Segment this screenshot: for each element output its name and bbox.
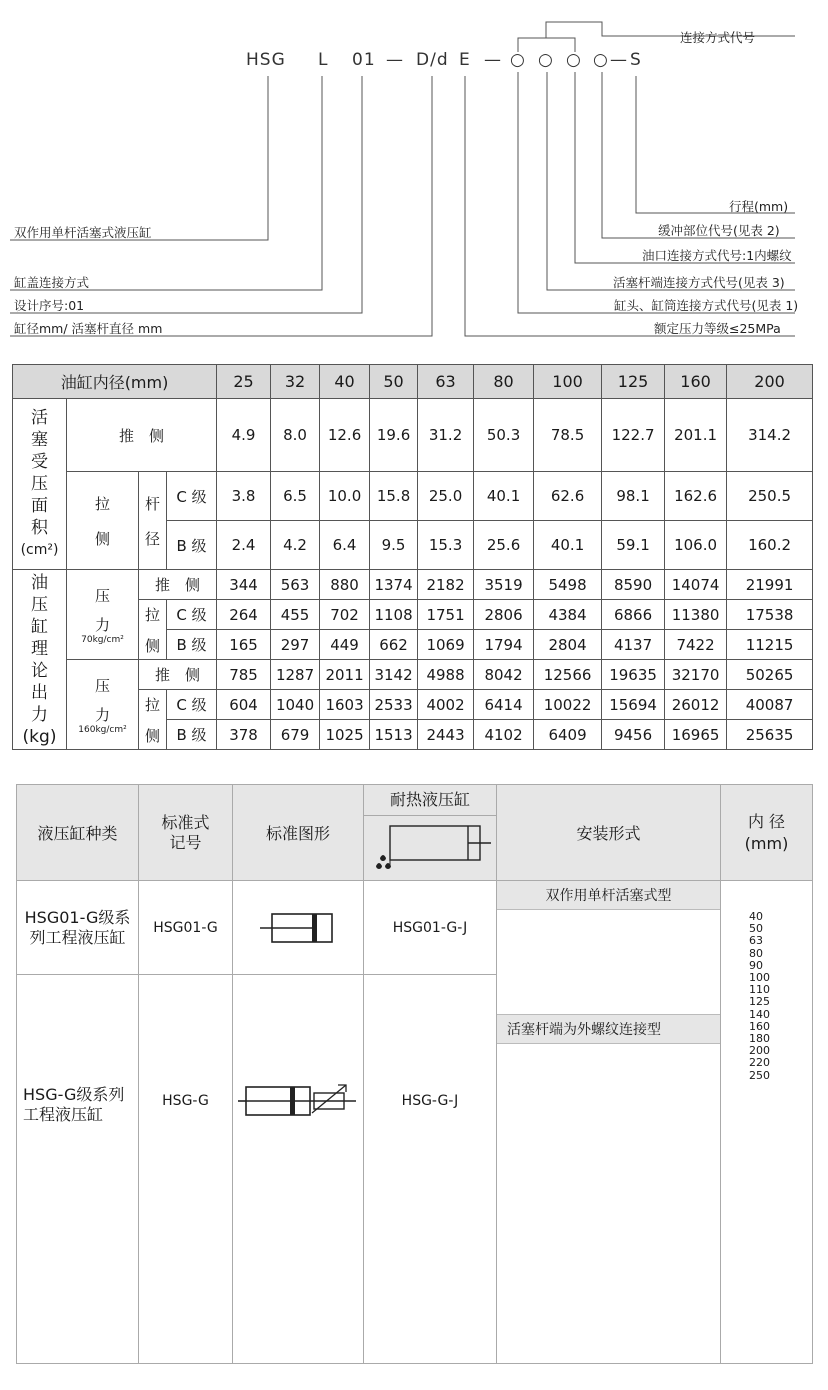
value-cell: 4137 [602,630,665,660]
value-cell: 2443 [418,720,474,750]
value-cell: 563 [271,570,320,600]
f160-push-row [13,660,813,690]
mount-image-area [497,910,720,1014]
value-cell: 19.6 [370,399,418,472]
value-cell: 50265 [727,660,813,690]
pull-label-char: 侧 [94,529,110,548]
label-port: 油口连接方式代号:1内螺纹 [642,248,792,263]
model-code-diagram [0,0,828,350]
bore-value: 220 [749,1056,770,1070]
force-label-char: 力 [31,704,48,725]
value-cell: 162.6 [665,472,727,521]
code-e: E [459,50,471,70]
value-cell: 1069 [418,630,474,660]
value-cell: 455 [271,600,320,630]
value-cell: 3519 [474,570,534,600]
cylinder-symbol-icon [258,908,338,948]
bore-value: 140 [749,1007,770,1021]
bore-value: 80 [749,946,763,960]
value-cell: 4102 [474,720,534,750]
push-label: 推 侧 [139,570,217,600]
c-grade-label: C 级 [167,600,217,630]
value-cell: 6409 [534,720,602,750]
mount-type-a: 双作用单杆活塞式型 [497,881,720,910]
value-cell: 250.5 [727,472,813,521]
value-cell: 6.5 [271,472,320,521]
value-cell: 78.5 [534,399,602,472]
code-circle-1: ○ [510,50,526,70]
value-cell: 880 [320,570,370,600]
kind-cell: HSG-G级系列工程液压缸 [17,975,139,1364]
code-hsg: HSG [246,50,286,70]
value-cell: 1108 [370,600,418,630]
force-label-char: 缸 [31,616,48,637]
label-cover-connection: 缸盖连接方式 [14,275,90,290]
mount-cell [497,881,721,1364]
value-cell: 21991 [727,570,813,600]
bore-value: 200 [749,1044,770,1058]
value-cell: 31.2 [418,399,474,472]
value-cell: 98.1 [602,472,665,521]
value-cell: 2804 [534,630,602,660]
code-cell: HSG01-G [139,881,233,975]
rod-label-char: 杆 [144,494,160,513]
value-cell: 4.2 [271,521,320,570]
value-cell: 122.7 [602,399,665,472]
bore-value: 125 [749,995,770,1009]
value-cell: 17538 [727,600,813,630]
value-cell: 8.0 [271,399,320,472]
pressure-char: 力 [94,705,110,724]
value-cell: 50.3 [474,399,534,472]
bore-value: 50 [749,922,763,936]
value-cell: 2011 [320,660,370,690]
symbol-cell [233,975,364,1364]
pressure-char: 力 [94,615,110,634]
code-circle-4: ○ [593,50,609,70]
bore-col: 40 [320,365,370,399]
value-cell: 15.3 [418,521,474,570]
force-label-char: 油 [31,572,48,593]
pressure-160-label [67,660,139,750]
value-cell: 4.9 [217,399,271,472]
bore-col: 25 [217,365,271,399]
value-cell: 1513 [370,720,418,750]
bore-list [721,911,812,1082]
value-cell: 1751 [418,600,474,630]
pull-label-char: 侧 [144,636,160,655]
code-dash-1: — [386,50,404,70]
area-label-char: 塞 [31,430,48,450]
bore-col: 80 [474,365,534,399]
symbol-cell [233,881,364,975]
value-cell: 9456 [602,720,665,750]
value-cell: 12566 [534,660,602,690]
value-cell: 4002 [418,690,474,720]
kind-cell: HSG01-G级系列工程液压缸 [17,881,139,975]
cylinder-cushion-symbol-icon [238,1079,358,1123]
b-grade-label: B 级 [167,630,217,660]
spec-table [12,364,813,750]
value-cell: 6.4 [320,521,370,570]
bore-value: 90 [749,958,763,972]
value-cell: 2533 [370,690,418,720]
push-label: 推 侧 [139,660,217,690]
pressure-160-value: 160kg/cm² [78,724,127,735]
force-label-char: 压 [31,594,48,615]
c-grade-label: C 级 [167,690,217,720]
pull-label [139,690,167,750]
value-cell: 6414 [474,690,534,720]
area-label-char: 受 [31,452,48,472]
value-cell: 2182 [418,570,474,600]
value-cell: 25.0 [418,472,474,521]
spec-header-row [13,365,813,399]
value-cell: 344 [217,570,271,600]
label-bore-rod: 缸径mm/ 活塞杆直径 mm [14,321,163,336]
pressure-char: 压 [94,586,110,605]
value-cell: 264 [217,600,271,630]
value-cell: 5498 [534,570,602,600]
bore-header: 内 径 (mm) [721,785,813,881]
label-design-no: 设计序号:01 [14,298,85,313]
area-label-char: 面 [31,496,48,516]
value-cell: 1025 [320,720,370,750]
push-label: 推 侧 [67,399,217,472]
value-cell: 106.0 [665,521,727,570]
value-cell: 11215 [727,630,813,660]
heat-code-cell: HSG-G-J [364,975,497,1364]
heat-code-cell: HSG01-G-J [364,881,497,975]
value-cell: 40.1 [474,472,534,521]
value-cell: 10022 [534,690,602,720]
f70-push-row [13,570,813,600]
value-cell: 378 [217,720,271,750]
value-cell: 3142 [370,660,418,690]
pull-label [67,472,139,570]
mount-header: 安装形式 [497,785,721,881]
type-row-hsg01 [17,881,813,975]
value-cell: 15694 [602,690,665,720]
force-label-char: 论 [31,660,48,681]
bore-col: 50 [370,365,418,399]
heat-cylinder-icon [364,816,497,876]
rod-label [139,472,167,570]
value-cell: 2806 [474,600,534,630]
std-code-header: 标准式 记号 [139,785,233,881]
force-label-char: 出 [31,682,48,703]
value-cell: 25635 [727,720,813,750]
value-cell: 1794 [474,630,534,660]
bore-value: 180 [749,1032,770,1046]
label-connection-code: 连接方式代号 [680,30,756,45]
label-head-tube: 缸头、缸筒连接方式代号(见表 1) [614,298,799,313]
value-cell: 165 [217,630,271,660]
value-cell: 9.5 [370,521,418,570]
area-label-char: 压 [31,474,48,494]
label-pressure: 额定压力等级≤25MPa [654,321,781,336]
pull-label-char: 侧 [144,726,160,745]
code-circle-2: ○ [538,50,554,70]
value-cell: 702 [320,600,370,630]
value-cell: 297 [271,630,320,660]
kind-header: 液压缸种类 [17,785,139,881]
bore-col: 32 [271,365,320,399]
type-table [16,784,813,1364]
value-cell: 6866 [602,600,665,630]
pressure-70-label [67,570,139,660]
area-label-char: 积 [31,518,48,538]
bore-col: 200 [727,365,813,399]
value-cell: 679 [271,720,320,750]
value-cell: 1040 [271,690,320,720]
heat-header [364,785,497,881]
pressure-char: 压 [94,676,110,695]
code-dd: D/d [416,50,449,70]
value-cell: 12.6 [320,399,370,472]
value-cell: 15.8 [370,472,418,521]
code-cell: HSG-G [139,975,233,1364]
value-cell: 4988 [418,660,474,690]
bore-value: 160 [749,1019,770,1033]
value-cell: 59.1 [602,521,665,570]
pull-label [139,600,167,660]
value-cell: 40.1 [534,521,602,570]
push-area-row [13,399,813,472]
bore-col: 100 [534,365,602,399]
value-cell: 201.1 [665,399,727,472]
code-circle-3: ○ [566,50,582,70]
value-cell: 16965 [665,720,727,750]
c-grade-label: C 级 [167,472,217,521]
code-01: 01 [352,50,376,70]
value-cell: 662 [370,630,418,660]
force-unit: (kg) [22,726,57,747]
value-cell: 40087 [727,690,813,720]
value-cell: 2.4 [217,521,271,570]
type-header-row [17,785,813,881]
value-cell: 11380 [665,600,727,630]
value-cell: 8042 [474,660,534,690]
value-cell: 10.0 [320,472,370,521]
value-cell: 1374 [370,570,418,600]
value-cell: 62.6 [534,472,602,521]
code-s: S [630,50,642,70]
value-cell: 26012 [665,690,727,720]
pull-c-area-row [13,472,813,521]
bore-value: 40 [749,910,763,923]
value-cell: 19635 [602,660,665,690]
value-cell: 14074 [665,570,727,600]
bore-list-cell [721,881,813,1364]
pull-label-char: 拉 [94,494,110,513]
area-label-char: 活 [31,408,48,428]
bore-col: 160 [665,365,727,399]
bore-value: 110 [749,983,770,997]
value-cell: 785 [217,660,271,690]
value-cell: 25.6 [474,521,534,570]
value-cell: 314.2 [727,399,813,472]
bore-value: 63 [749,934,763,948]
std-symbol-header: 标准图形 [233,785,364,881]
value-cell: 3.8 [217,472,271,521]
value-cell: 604 [217,690,271,720]
value-cell: 32170 [665,660,727,690]
pull-label-char: 拉 [144,605,160,624]
bore-header: 油缸内径(mm) [13,365,217,399]
mount-type-b: 活塞杆端为外螺纹连接型 [497,1014,720,1044]
value-cell: 4384 [534,600,602,630]
value-cell: 449 [320,630,370,660]
area-label [13,399,67,570]
label-rod-end: 活塞杆端连接方式代号(见表 3) [613,275,785,290]
code-l: L [318,50,329,70]
bore-col: 125 [602,365,665,399]
area-unit: (cm²) [20,542,59,558]
bore-col: 63 [418,365,474,399]
value-cell: 1603 [320,690,370,720]
rod-label-char: 径 [144,529,160,548]
b-grade-label: B 级 [167,521,217,570]
label-stroke: 行程(mm) [729,199,789,214]
value-cell: 1287 [271,660,320,690]
force-label-char: 理 [31,638,48,659]
bore-value: 100 [749,971,770,985]
value-cell: 7422 [665,630,727,660]
b-grade-label: B 级 [167,720,217,750]
force-label [13,570,67,750]
value-cell: 160.2 [727,521,813,570]
label-double-acting: 双作用单杆活塞式液压缸 [14,225,152,240]
heat-header-label: 耐热液压缸 [364,785,496,816]
bore-value: 250 [749,1068,770,1082]
value-cell: 8590 [602,570,665,600]
label-cushion: 缓冲部位代号(见表 2) [658,223,780,238]
pull-label-char: 拉 [144,695,160,714]
code-dash-3: — [610,50,628,70]
code-dash-2: — [484,50,502,70]
pressure-70-value: 70kg/cm² [81,634,124,645]
